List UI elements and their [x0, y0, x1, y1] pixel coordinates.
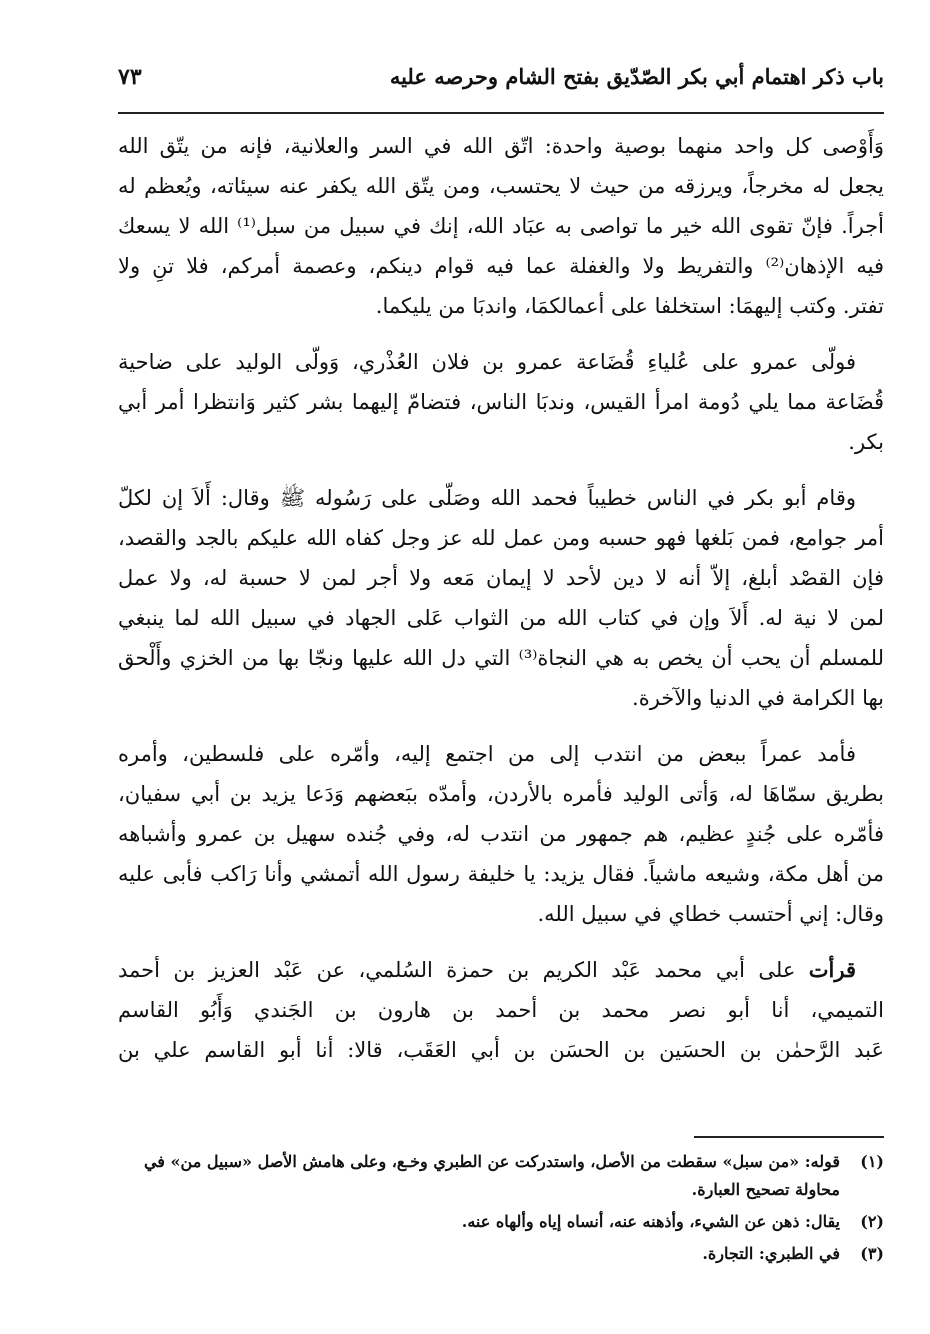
footnote-number: (٣) — [860, 1244, 884, 1263]
paragraph — [118, 126, 884, 326]
footnote-text: قوله: «من سبل» سقطت من الأصل، واستدركت عن الطبري وخـع، وعلى هامش الأصل «سبيل من» في محاولة تصحيح العبارة. — [143, 1152, 840, 1199]
page-number: ٧٣ — [118, 64, 142, 90]
footnotes — [118, 1148, 884, 1272]
footnote-number: (٢) — [860, 1212, 884, 1231]
text-line: فأمّره على جُندٍ عظيم، هم جمهور من انتدب له، وفي جُنده سهيل بن عمرو وأشباهه — [118, 822, 884, 846]
text-line: فأمد عمراً ببعض من انتدب إلى من اجتمع إليه، وأمّره على فلسطين، وأمره — [118, 742, 856, 766]
text-line: يجعل له مخرجاً، ويرزقه من حيث لا يحتسب، ومن يتّق الله يكفر عنه سيئاته، ويُعظم له — [118, 174, 884, 198]
main-text — [118, 126, 884, 1086]
text-line: قُضَاعة مما يلي دُومة امرأ القيس، وندبَا الناس، فتضامّ إليهما بشر كثير وَانتظرا أمر أبي — [118, 390, 884, 414]
text-line: فإن القصْد أبلغ، إلاّ أنه لا دين لأحد لا إيمان مَعه ولا أجر لمن لا حسبة له، ولا عمل — [118, 566, 884, 590]
paragraph — [118, 950, 884, 1070]
footnote — [118, 1208, 884, 1236]
lead-word: قرأت — [808, 957, 856, 982]
text-line: فيه الإذهان⁽²⁾ والتفريط ولا والغفلة عما فيه قوام دينكم، وعصمة أمركم، فلا تنِ ولا — [118, 254, 884, 278]
text-line: للمسلم أن يحب أن يخص به هي النجاة⁽³⁾ التي دل الله عليها ونجّا بها من الخزي وأَلْحق — [118, 646, 884, 670]
text-line: بها الكرامة في الدنيا والآخرة. — [632, 686, 884, 710]
text-line: بكر. — [848, 430, 884, 454]
footnote-number: (١) — [860, 1152, 884, 1171]
text-line-rest: على أبي محمد عَبْد الكريم بن حمزة السُلمي، عن عَبْد العزيز بن أحمد — [118, 958, 809, 982]
text-line: تفتر. وكتب إليهمَا: استخلفا على أعمالكمَا، واندبَا من يليكما. — [375, 294, 884, 318]
chapter-title: باب ذكر اهتمام أبي بكر الصّدّيق بفتح الشام وحرصه عليه — [389, 64, 884, 89]
text-line: وَأَوْصى كل واحد منهما بوصية واحدة: اتّق الله في السر والعلانية، فإنه من يتّق الله — [118, 134, 884, 158]
paragraph — [118, 478, 884, 718]
running-header — [118, 56, 884, 114]
paragraph — [118, 342, 884, 462]
text-line: وقام أبو بكر في الناس خطيباً فحمد الله وصَلّى على رَسُوله ﷺ وقال: أَلاَ إن لكلّ — [118, 486, 856, 510]
text-line: التميمي، أنا أبو نصر محمد بن أحمد بن هارون بن الجَندي وَأَبُو القاسم — [118, 998, 884, 1022]
footnote-text: في الطبري: التجارة. — [702, 1244, 840, 1263]
footnote-text: يقال: ذهن عن الشيء، وأذهنه عنه، أنساه إياه وألهاه عنه. — [461, 1212, 840, 1231]
text-line: من أهل مكة، وشيعه ماشياً. فقال يزيد: يا خليفة رسول الله أتمشي وأنا رَاكب فأبى عليه — [118, 862, 884, 886]
text-line: عَبد الرَّحمٰن بن الحسَين بن الحسَن بن أبي العَقَب، قالا: أنا أبو القاسم علي بن — [118, 1038, 884, 1062]
text-line: بطريق سمّاهَا له، وَأتى الوليد فأمره بالأردن، وأمدّه ببَعضهم وَدَعا يزيد بن أبي سفيان، — [118, 782, 884, 806]
text-line: وقال: إني أحتسب خطاي في سبيل الله. — [537, 902, 884, 926]
text-line: أجراً. فإنّ تقوى الله خير ما تواصى به عبَاد الله، إنك في سبيل من سبل⁽¹⁾ الله لا يسعك — [118, 214, 884, 238]
text-line: أمر جوامع، فمن بَلغها فهو حسبه ومن عمل لله عز وجل كفاه الله عليكم بالجد والقصد، — [118, 526, 884, 550]
footnote — [118, 1148, 884, 1204]
paragraph — [118, 734, 884, 934]
text-line: لمن لا نية له. أَلاَ وإن في كتاب الله من الثواب عَلى الجهاد في سبيل الله لما ينبغي — [118, 606, 884, 630]
footnote — [118, 1240, 884, 1268]
text-line — [118, 950, 884, 990]
footnote-separator — [694, 1136, 884, 1138]
text-line: فولّى عمرو على عُلياءِ قُضَاعة عمرو بن فلان العُذْري، وَولّى الوليد على ضاحية — [118, 350, 856, 374]
